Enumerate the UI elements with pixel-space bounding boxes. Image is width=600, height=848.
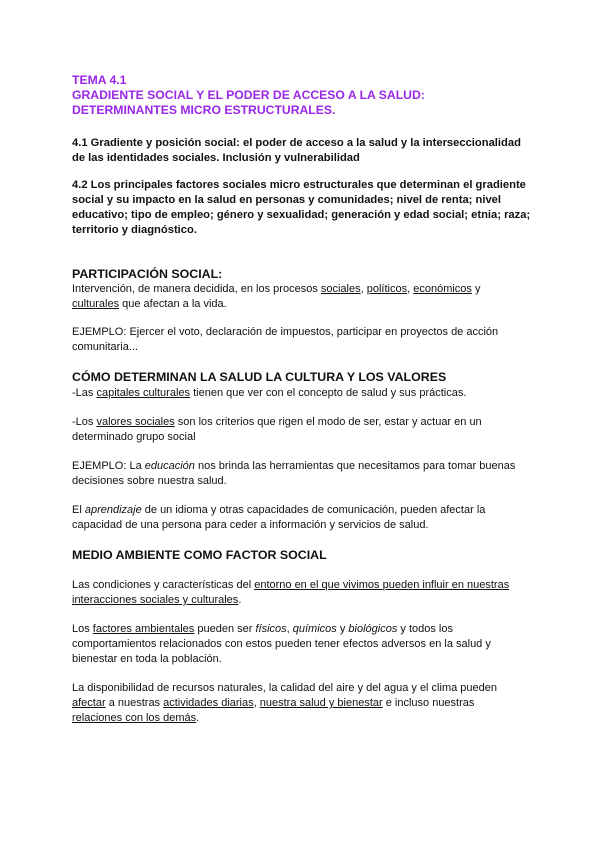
text-run: que afectan a la vida.: [119, 298, 227, 310]
text-run: .: [238, 594, 242, 606]
text-run: Intervención, de manera decidida, en los procesos: [72, 283, 321, 295]
italic-quimicos: químicos: [292, 623, 337, 635]
subtopic-4-1: 4.1 Gradiente y posición social: el poder de acceso a la salud y la interseccionalidad de las identidades sociales. Inclusión y vulnerabilidad: [72, 137, 521, 164]
text-run: de un idioma y otras capacidades de comunicación, pueden afectar la capacidad de una persona para ceder a información y servicios de salud.: [72, 504, 486, 531]
underlined-capitales-culturales: capitales culturales: [96, 387, 191, 399]
text-run: son los criterios que rigen el modo de ser, estar y actuar en un determinado grupo social: [72, 416, 482, 443]
cultura-heading: CÓMO DETERMINAN LA SALUD LA CULTURA Y LOS VALORES: [72, 370, 447, 384]
participacion-ejemplo: EJEMPLO: Ejercer el voto, declaración de impuestos, participar en proyectos de acción comunitaria...: [72, 326, 499, 353]
italic-biologicos: biológicos: [348, 623, 398, 635]
underlined-afectar: afectar: [72, 697, 106, 709]
text-run: tienen que ver con el concepto de salud y sus prácticas.: [190, 387, 467, 399]
text-run: ,: [253, 697, 260, 709]
tema-title-line1: GRADIENTE SOCIAL Y EL PODER DE ACCESO A LA SALUD:: [72, 88, 425, 102]
medio-heading: MEDIO AMBIENTE COMO FACTOR SOCIAL: [72, 548, 327, 562]
italic-aprendizaje: aprendizaje: [84, 504, 142, 516]
text-run: y: [471, 283, 481, 295]
text-run: El: [72, 504, 85, 516]
tema-title-block: [72, 73, 542, 118]
text-run: Las condiciones y características del: [72, 579, 255, 591]
text-run: Los: [72, 623, 93, 635]
tema-number: TEMA 4.1: [72, 73, 127, 87]
italic-educacion: educación: [144, 460, 195, 472]
text-run: .: [196, 712, 200, 724]
cultura-capitales: [72, 386, 532, 401]
underlined-factores-ambientales: factores ambientales: [92, 623, 195, 635]
text-run: pueden ser: [194, 623, 256, 635]
cultura-ejemplo-educacion: [72, 459, 530, 489]
underlined-actividades-diarias: actividades diarias: [163, 697, 254, 709]
medio-factores: [72, 622, 502, 667]
participacion-heading: PARTICIPACIÓN SOCIAL:: [72, 267, 223, 281]
underlined-relaciones: relaciones con los demás: [72, 712, 197, 724]
cultura-aprendizaje: [72, 503, 497, 533]
medio-recursos: [72, 681, 512, 726]
tema-title-line2: DETERMINANTES MICRO ESTRUCTURALES.: [72, 103, 336, 117]
underlined-salud-bienestar: nuestra salud y bienestar: [259, 697, 383, 709]
text-run: ,: [360, 283, 367, 295]
text-run: y: [336, 623, 349, 635]
italic-fisicos: físicos: [255, 623, 287, 635]
text-run: ,: [407, 283, 414, 295]
subtopic-4-2: 4.2 Los principales factores sociales micro estructurales que determinan el gradiente social y su impacto en la salud en personas y comunidades; nivel de renta; nivel educativo; tipo de empleo; género y sexualidad; generación y edad social; etnia; raza; territorio y diagnóstico.: [72, 179, 531, 236]
underlined-economicos: económicos: [413, 283, 472, 295]
text-run: -Los: [72, 416, 97, 428]
text-run: a nuestras: [105, 697, 164, 709]
underlined-politicos: políticos: [366, 283, 408, 295]
cultura-valores: [72, 415, 492, 445]
text-run: nos brinda las herramientas que necesitamos para tomar buenas decisiones sobre nuestra salud.: [72, 460, 516, 487]
underlined-valores-sociales: valores sociales: [96, 416, 175, 428]
text-run: -Las: [72, 387, 97, 399]
text-run: ,: [286, 623, 293, 635]
underlined-sociales: sociales: [320, 283, 361, 295]
text-run: EJEMPLO: La: [72, 460, 145, 472]
participacion-definition: [72, 282, 512, 312]
medio-condiciones: [72, 578, 512, 608]
text-run: e incluso nuestras: [382, 697, 475, 709]
underlined-culturales: culturales: [72, 298, 120, 310]
text-run: y todos los comportamientos relacionados con estos pueden tener efectos adversos en la salud y bienestar en toda la población.: [72, 623, 491, 665]
text-run: La disponibilidad de recursos naturales, la calidad del aire y del agua y el clima pueden: [72, 682, 497, 694]
underlined-entorno: entorno en el que vivimos pueden influir en nuestras interacciones sociales y culturales: [72, 579, 510, 606]
